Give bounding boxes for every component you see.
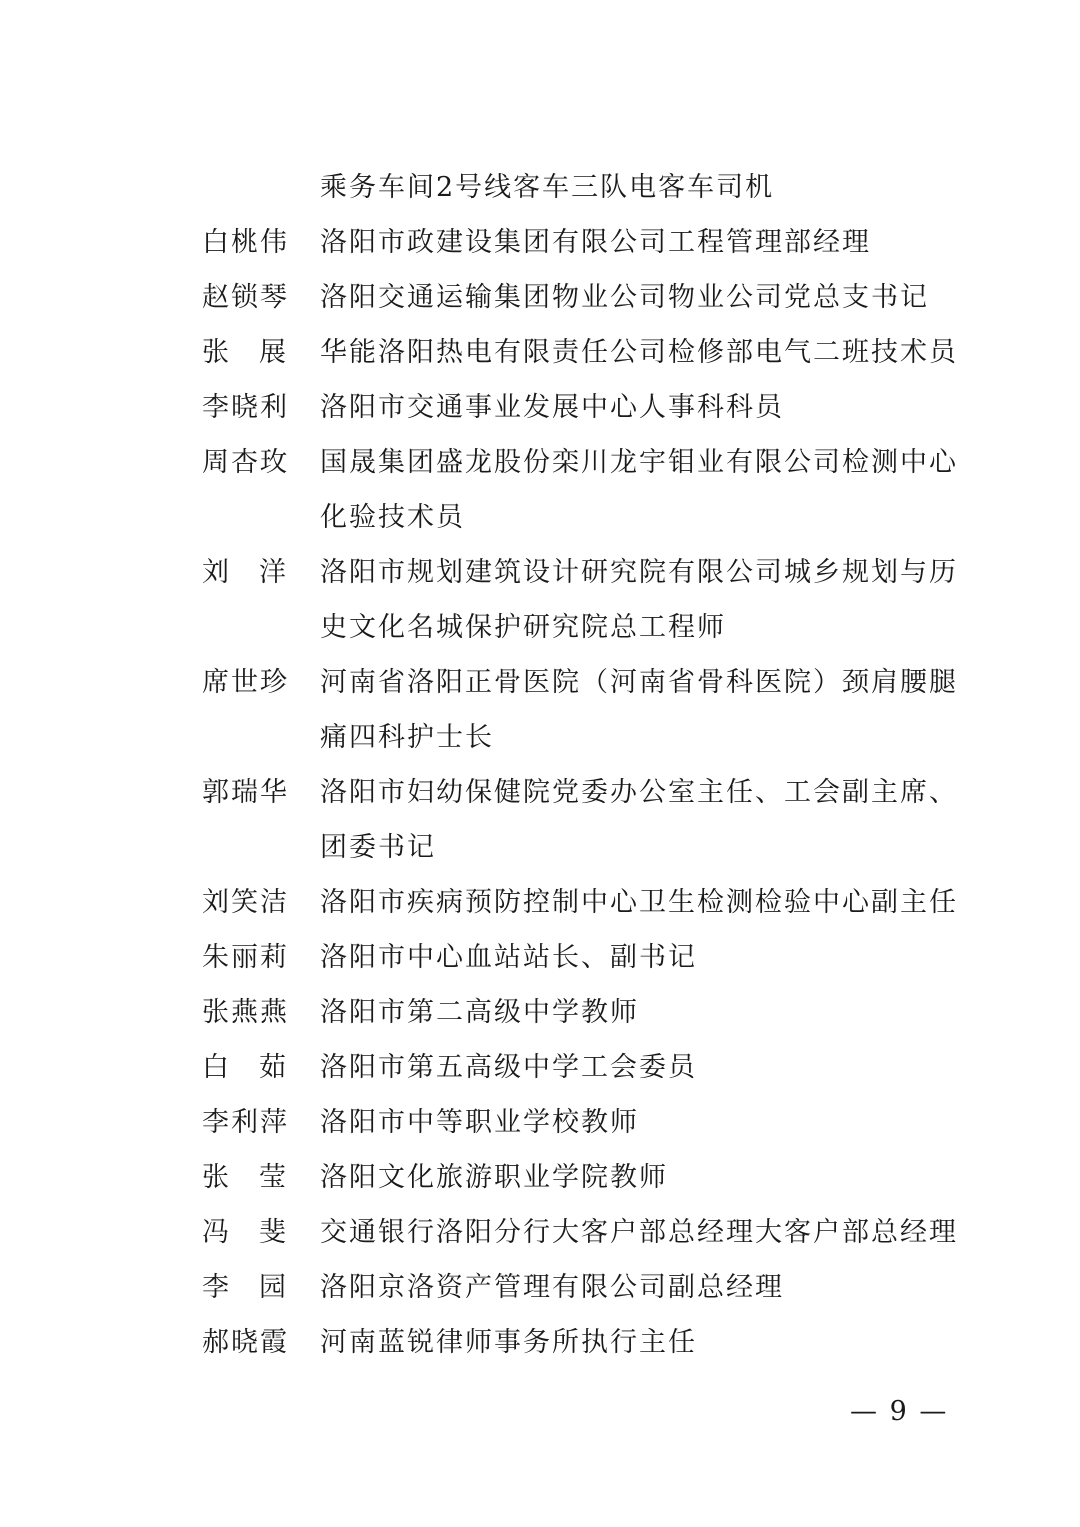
person-title: 国晟集团盛龙股份栾川龙宇钼业有限公司检测中心化验技术员	[320, 447, 958, 533]
person-name: 赵锁琴	[202, 282, 289, 313]
person-title: 洛阳市中等职业学校教师	[320, 1107, 639, 1138]
person-title: 洛阳市疾病预防控制中心卫生检测检验中心副主任	[320, 887, 958, 918]
list-item	[202, 930, 1002, 985]
honoree-list	[202, 160, 1002, 1370]
person-title: 洛阳市第五高级中学工会委员	[320, 1052, 697, 1083]
person-title: 洛阳京洛资产管理有限公司副总经理	[320, 1272, 784, 1303]
person-title: 华能洛阳热电有限责任公司检修部电气二班技术员	[320, 337, 958, 368]
person-name: 郭瑞华	[202, 777, 289, 808]
list-item	[202, 985, 1002, 1040]
person-name: 朱丽莉	[202, 942, 289, 973]
list-item	[202, 1095, 1002, 1150]
page-number: — 9 —	[850, 1396, 949, 1427]
list-item	[202, 435, 1002, 545]
person-title: 交通银行洛阳分行大客户部总经理大客户部总经理	[320, 1217, 958, 1248]
person-name: 刘笑洁	[202, 887, 289, 918]
list-item	[202, 215, 1002, 270]
list-item	[202, 875, 1002, 930]
list-item	[202, 655, 1002, 765]
person-name: 周杏玫	[202, 447, 289, 478]
person-name: 张莹	[202, 1162, 288, 1193]
list-item	[202, 380, 1002, 435]
list-item	[202, 1040, 1002, 1095]
list-item	[202, 1150, 1002, 1205]
list-item	[202, 1315, 1002, 1370]
person-title: 洛阳市妇幼保健院党委办公室主任、工会副主席、团委书记	[320, 777, 958, 863]
list-item	[202, 545, 1002, 655]
person-name: 冯斐	[202, 1217, 288, 1248]
person-title: 河南蓝锐律师事务所执行主任	[320, 1327, 697, 1358]
list-item	[202, 765, 1002, 875]
person-name: 刘洋	[202, 557, 288, 588]
list-item	[202, 270, 1002, 325]
person-name: 白桃伟	[202, 227, 289, 258]
person-title: 洛阳市规划建筑设计研究院有限公司城乡规划与历史文化名城保护研究院总工程师	[320, 557, 958, 643]
person-name: 席世珍	[202, 667, 289, 698]
person-title: 洛阳市中心血站站长、副书记	[320, 942, 697, 973]
list-item	[202, 1260, 1002, 1315]
person-title: 河南省洛阳正骨医院（河南省骨科医院）颈肩腰腿痛四科护士长	[320, 667, 958, 753]
person-title: 洛阳市第二高级中学教师	[320, 997, 639, 1028]
person-name: 白茹	[202, 1052, 288, 1083]
person-title: 乘务车间2号线客车三队电客车司机	[320, 172, 775, 203]
person-title: 洛阳文化旅游职业学院教师	[320, 1162, 668, 1193]
person-title: 洛阳交通运输集团物业公司物业公司党总支书记	[320, 282, 929, 313]
person-name: 李园	[202, 1272, 288, 1303]
person-title: 洛阳市交通事业发展中心人事科科员	[320, 392, 784, 423]
person-name: 李晓利	[202, 392, 289, 423]
list-item	[202, 160, 1002, 215]
list-item	[202, 1205, 1002, 1260]
person-name: 郝晓霞	[202, 1327, 289, 1358]
person-title: 洛阳市政建设集团有限公司工程管理部经理	[320, 227, 871, 258]
person-name: 张燕燕	[202, 997, 289, 1028]
person-name: 张展	[202, 337, 288, 368]
person-name: 李利萍	[202, 1107, 289, 1138]
list-item	[202, 325, 1002, 380]
